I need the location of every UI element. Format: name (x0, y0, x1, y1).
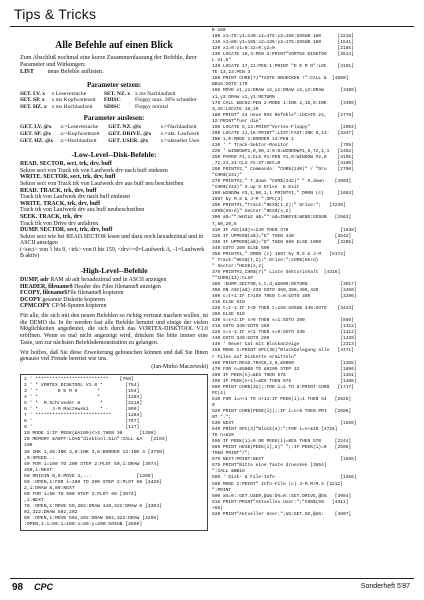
param-command: FDISC (103, 97, 121, 104)
param-command: SDISC (103, 103, 121, 110)
command-name: DUMP. SECTOR, sect, trk, drv, buff (20, 227, 113, 234)
param-description: x:=Nachlaufzeit (160, 124, 197, 131)
high-level-list (20, 277, 208, 310)
page-number: 98 (12, 582, 24, 593)
code-listing-left: 1 ' ************************** [768] 2 ' * VORTEX DISKTOOL V1.0 * [754] 3 ' * D E M O * [194] 4 ' * * [1284] 5 ' * M.Schroeder & * [2218] 6 ' * J-M Maczewski * [999] 7 ' *************************** [1284] 8 ' [767] 9 ' [117] 10 MODE 1:IF PEEK(&A100)<>3 THEN 30 [1309] 20 MEMORY &A0FF:LOAD"disktool.bin":CALL &A [2159] 100 30 INK 1,26:INK 3,0:INK 3,6:BORDER 13:INK 3 [3799] ,0:SPEED... 40 FOR i=100 TO 200 STEP 2:PLOT 50,i:DRAW [3974] 450,i:NEXT 50 ORIGIN 0,0:MOVE 2,... [1309] 50 :OPEN,1:FOR i=100 TO 200 STEP 2:PLOT 50 [3429] 2,i:DRAW 8,80:NEXT 60 FOR i=50 TO 500 STEP 2:PLOT 60 [3974] ,i:NEXT 70 :OPEN,1:MOVE 50,202:DRAW 148,322:DRAW 6 [4303] 02,322:DRAW 502,202 80 :OPEN,1:MOVE 502,202:DRAW 502,322:DRAW [4296] :OPEN,1:i=50:i=100:x=50:y=200:GOSUB [2650] (24, 376, 168, 528)
page-footer (10, 578, 414, 595)
param-description: x:=akt. Laufwerk (160, 130, 200, 137)
param-command: GET. HZ. @x (20, 137, 54, 144)
param-description: x Leseversuche (51, 90, 87, 97)
command-entry (20, 247, 208, 260)
author-signature: (Jan-Mirko Maczewski) (151, 363, 208, 370)
command-description: File filename$ kopieren (67, 290, 124, 297)
code-listing-right: B 160 100 x1=75:y1=140:x2=475:y2=150:GOSUB 160 [2218] 110 x1=80:y1=165:x2=135:y2=175:GOSUB 160 [1541] 120 x1=0:y1=0:x2=0:y2=0 [2185] 130 LOCATE 10,3:PEN 2:PRINT"VORTEX DISKTOO [3514] L V1.0" 140 LOCATE 17,21:PEN 1:PRINT "D E M O":LOC [4101] TE 13,23:PEN 3 150 PRINT CHR$(7)"TASTE DRUECKEN !":CALL & [4500] BB18:GOTO 170 160 MOVE x1,y1:DRAW x2,y1:DRAW x2,y2:DRAW [3496] x1,y2:DRAW x1,y1:RETURN 170 CALL &BC02:PEN 2:MODE 1:INK 2,15,6:INK [3496] 3,26:LOCATE 18,10 180 PRINT" 24 neue RSX Befehle":LOCATE 24, [2776] 12:PRINT"fuer die" 190 LOCATE 5,14:PRINT"Vortex-Floppy" [2804] 200 LOCATE 11,16:PRINT":LIST:FAST:INK 0,13: [3347] INK 1,0:MODE 1:BORDER 13:PEN 1 210 ' * Track-Sektor-Monitor [755] 220 ' WINDOW#1,0,80,1:0:0=WINDOW#1,8,72,1,1 [2462] 250 PAPER #1,1:CLS #1:PEN #1,0:WINDOW #2,8 [4105] ,72,24,24:CLS #2:ST:SEC=0 [4105] 260 PRINT#2," Commands: "CHR$(240)" / "Dru [2790] "CHR$(241)" 270 PRINT#2," T.down "CHR$(242)" " S.down [4993] "CHR$(243)" S.up D Drive E Exit 280 WINDOW #3,1,80,1,1:PRINT#1," DMON (c) [1683] 1987 by M.S & J-M ";SPC(3) 290 PRINT#1,"Track:"HEX$(t,2);" Drive:"; [4236] CHR$(65+d)" Sector:"HEX$(s,2) 300 a$="":WHILE a$="":a$=INKEY$:WEND:GOSUB [2663] 7,80,20,6 310 IF ASC(a$)>=240 THEN 370 [1638] 320 IF UPPER$(a$)="E" THEN 440 [3542] 330 IF UPPER$(a$)="D" THEN 660 ELSE 1000 [3205] 340:GOTO 260 ELSE 500 350 PRINT#1," DMON (c) 1987 by M.S & J-M [5172] " Track:"HEX$(t,2);" Drive:";CHR$(65+d) " Sector:"HEX$(s,2) 370 PRINT#2,CHR$(7)" Liste Sektorinhalt [4316] ""CHR$(13):CLS# 380 :DUMP.SECTOR,s,t,d,&5000:RETURN [3017] 390 ON ASC(a$)-239 GOTO 380,390,400,420 [3460] 400 t=t+1:IF t>159 THEN t=0:GOTO 380 [3296] 410 ELSE 610 420 t=t-1:IF t<0 THEN t=159:GOSUB 340:GOTO [3423] 260 ELSE 610 430 s=s+1:IF s>9 THEN s=1:GOTO 390 [886] 410 GOTO 340:GOTO 260 [1312] 420 s=s-1:IF s<1 THEN s=9:GOTO 340 [1312] 430 GOTO 340:GOTO 260 [1339] 440 ' Neuer Cat mit Blockanzeige [2313] 450 MODE 2:PRINT SPC(36)"Blockbelegung alle [3471] r Files auf Diskette ermitteln" 460 PRINT:READ.TRACK,2,0,&5000 [1355] 470 FOR n=&5000 TO &6200 STEP 32 [1890] 480 IF PEEK(n)=&E5 THEN 575 [1451] 490 IF PEEK(n+1)=&E5 THEN 575 [1480] 500 PRINT CHR$(32);:FOR i=1 TO 8:PRINT CHR$ [1717] PC(4) 510 FOR i=n+1 TO n+11:IF PEEK(i)=1 THEN 54 [2025] 0 520 PRINT CHR$(PEEK(i));:IF i=n+8 THEN PRI [2898] NT "."; 530 NEXT [1556] 540 PRINT SPC(3)"Block(e):";FOR i=n+&10 [4726] TO n+&20 550 IF PEEK(i)=0 OR PEEK(i)=&E5 THEN 570 [2244] 560 PRINT HEX$(PEEK(i),2)" ";:IF PEEK(i)=0 [2606] THEN PRINT"/"; 570 NEXT:PRINT:NEXT [1556] 575 PRINT"Bitte eine Taste druecken [3654] ":CALL &BB18 580 ' Disk- & File-Info [1356] 590 MODE 2:PRINT" Info-File (c) J-M.M/M.S [2212] ":PRINT 600 a%=0::GET.USER,@a%:b%=0::GET.DRIVE,@b% [3094] 610 PRINT:PRINT"Aktuelles User:";"CHR$(b% [4311] +65) 620 PRINT"Aktueller User:";a%:GET.HZ,@a%: [4807] (212, 28, 357, 517)
command-name: CPMCOPY (20, 303, 51, 310)
command-name: WRITE. TRACK, trk, drv, buff (20, 200, 101, 207)
param-description: x ms Nachlaufzeit (135, 90, 176, 97)
param-command: SET. NZ. x (103, 90, 131, 97)
low-level-title: -Low-Level--Disk-Befehle: (71, 150, 157, 160)
paragraph-1: Für alle, die sich mit den neuen Befehlen so richtig vertraut machen wollen, ist die DEMO da. In ihr werden fast alle Befehle benutzt und einige der vielen Möglichkeiten angedeutet, die sich durch das VORTEX-DISKTOOL V1.0 eröffnen. Wenn es mal nicht angezeigt wird, drücken Sie bitte immer eine Taste, um zur nächsten Befehlsdemonstration zu gelangen. (20, 313, 208, 346)
command-entry (20, 297, 208, 304)
command-entry (20, 290, 208, 297)
page-header (10, 4, 414, 27)
command-description: Track trk von Laufwerk drv aus buff neubeschreiben (20, 207, 145, 214)
param-description: Floppy normal (135, 103, 169, 110)
param-description: x ms Kopfwartezeit (51, 97, 96, 104)
command-description: (<sect> von 1 bis 9, <trk> von 0 bis 159, <drv>=0=Laufwerk A, -1=Laufwerk B aktiv) (20, 246, 205, 260)
command-entry (20, 188, 208, 201)
param-description: x ms Hochlaufzeit (51, 103, 93, 110)
issue-label: Sonderheft 5'87 (360, 583, 410, 590)
param-description: Floppy max. 20% schneller (135, 97, 197, 104)
command-entry (20, 174, 208, 187)
command-name: FCOPY, filename$ (20, 290, 68, 297)
command-name: DUMP, adr (20, 277, 49, 284)
intro-text: Zum Abschluß nochmal eine kurze Zusammenfassung der Befehle, ihrer Parameter und Wirkungen: LIST neue Befehle auflisten. (20, 55, 197, 76)
param-command: SET. SP. x (20, 97, 45, 104)
param-row (20, 131, 208, 138)
low-level-list (20, 161, 208, 260)
command-name: WRITE. SECTOR, sect, trk, drv, buff (20, 174, 116, 181)
command-description: Track trk von Laufwerk drv nach buff einlesen (20, 194, 131, 201)
article-title: Alle Befehle auf einen Blick (55, 40, 173, 51)
command-name: HEADER, filename$ (20, 283, 73, 290)
params-read-title: Parameter auslesen: (83, 114, 145, 123)
command-description: gesamte Diskette kopieren (40, 296, 105, 303)
params-set-table (20, 91, 208, 111)
param-command: SET. LV. x (20, 90, 46, 97)
high-level-title: -High-Level--Befehle (80, 266, 148, 276)
command-description: Sektor sect wie bei READ.SECTOR lesen und dazu noch hexadezimal und in ASCII anzeigen (20, 233, 204, 247)
param-row (20, 138, 208, 145)
command-entry (20, 214, 208, 227)
section-title: Tips & Tricks (14, 6, 97, 22)
right-column (212, 28, 408, 518)
param-command: GET. LV. @x (20, 124, 52, 131)
param-command: GET. SP. @x (20, 130, 52, 137)
command-description: Sektor sect von Track trk von Laufwerk drv nach buff einlesen (20, 167, 168, 174)
params-read-table (20, 124, 208, 144)
param-description: x:=Leseversuche (60, 124, 99, 131)
param-command: SET. HZ. x (20, 103, 47, 110)
param-row (20, 104, 208, 111)
param-command: GET. NZ. @x (108, 124, 141, 131)
command-entry (20, 277, 208, 284)
param-row (20, 97, 208, 104)
param-command: GET. USER. @x (108, 137, 149, 144)
param-description: x:=aktueller User (160, 137, 200, 144)
command-description: Track trk von Drive drv anfahren (20, 220, 99, 227)
left-column (20, 34, 208, 531)
command-entry (20, 161, 208, 174)
command-description: RAM ab adr hexadezimal und in ASCII anzeigen (48, 277, 167, 284)
command-name: READ. SECTOR, sect, trk, drv, buff (20, 161, 112, 168)
param-description: x:=Hochlaufzeit (60, 137, 97, 144)
command-description: Sektor sect von Track trk von Laufwerk drv aus buff neu beschreiben (20, 180, 184, 187)
command-name: DCOPY (20, 296, 41, 303)
param-description: x:=Kopfwartezeit (60, 130, 100, 137)
param-command: GET. DRIVE. @x (108, 130, 152, 137)
command-name: READ. TRACK, trk, drv, buff (20, 187, 97, 194)
command-entry (20, 201, 208, 214)
magazine-logo: CPC (34, 582, 54, 592)
command-description: Header des Files filename$ anzeigen (72, 283, 161, 290)
command-name: SEEK. TRACK, trk, drv (20, 213, 83, 220)
command-description: CP/M-Spuren kopieren (50, 303, 107, 310)
params-set-title: Parameter setzen: (86, 80, 142, 89)
param-row (20, 124, 208, 131)
command-entry (20, 227, 208, 247)
command-entry (20, 303, 208, 310)
param-row (20, 91, 208, 98)
listing-box-left (20, 374, 208, 531)
paragraph-2: Wir hoffen, daß Sie diese Erweiterung gebrauchen können und daß Sie Ihnen genauso viel Freude bereitet wie uns. (20, 349, 208, 363)
